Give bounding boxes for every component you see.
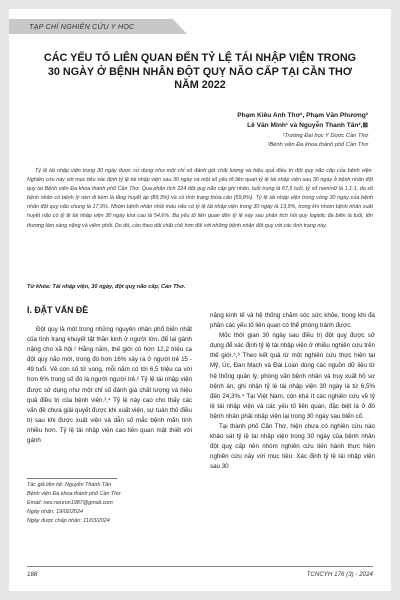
footer-divider bbox=[27, 566, 373, 567]
paragraph: Tại thành phố Cần Thơ, hiện chưa có nghiên cứu nào khảo sát tỷ lệ tái nhập viện trong 30 ngày của bệnh nhân đột quỵ cấp nên nhóm nghiên cứu tiến hành thực hiện nghiên cứu này với mục tiêu: Xác định tỷ lệ tái nhập viện sau 30 bbox=[210, 423, 375, 471]
affiliation-2: ²Bệnh viện Đa khoa thành phố Cần Thơ bbox=[267, 142, 368, 148]
footnote-line: Ngày được chấp nhận: 11/03/2024 bbox=[27, 518, 110, 524]
paragraph: nặng kinh tế và hệ thống chăm sóc sức khỏe, trong khi đa phần các yếu tố liên quan có thể phòng tránh được. bbox=[210, 312, 375, 330]
journal-name: TẠP CHÍ NGHIÊN CỨU Y HỌC bbox=[29, 22, 135, 31]
abstract: Tỷ lệ tái nhập viện trong 30 ngày được sử dụng như một chỉ số đánh giá chất lượng và hiệu quả điều trị đột quỵ não cấp của bệnh viện. Nghiên cứu này với mục tiêu xác định tỷ lệ tái nhập viện sau 30 ngày và một số yếu tố liên quan tỷ lệ tái nhập viện sau 30 ngày ở bệnh nhân đột quỵ tại Bệnh viện Đa khoa thành phố Cần Thơ. Qua phân tích 224 đột quỵ não cấp ghi nhận, tuổi trung là 67,5 tuổi, tỷ số nam/nữ là 1,1:1, đa số bệnh nhân có bệnh lý nền đi kèm là tăng huyết áp (89,3%) và có tình trạng thừa cân (59,8%). Tỷ lệ tái nhập viện trong vòng 30 ngày của bệnh nhân đột quỵ não chung là 17,9%. Nhóm bệnh nhân nhồi máu não có tỷ lệ tái nhập viện trong 30 ngày là 13,9%, trong khi nhóm bệnh nhân xuất huyết não có tỷ lệ tái nhập viện 30 ngày khá cao là 54,6%. Ba yếu tố liên quan đến tỷ lệ này sau phân tích hồi quy logistic đa biến là tuổi, tổn thương làm sàng nặng và viêm phổi. Do đó, cần theo dõi chặt chẽ hơn đối với những bệnh nhân đột quỵ với các tình trạng này. bbox=[27, 168, 373, 229]
paragraph: Đột quỵ là một trong những nguyên nhân phổ biến nhất của tình trạng khuyết tật thần kinh ở người lớn, để lại gánh nặng cho xã hội.¹ Hằng năm, thế giới có hơn 12,2 triệu ca đột quỵ não mới, trong đó hơn 16% xảy ra ở người trẻ 15 - 49 tuổi. Về con số tử vong, mỗi năm có tới 6,5 triệu ca với hơn 6% trong số đó là người người trẻ.² Tỷ lệ tái nhập viện được sử dụng như một chỉ số đánh giá chất lượng và hiệu quả điều trị của bệnh viện.³,⁴ Tỷ lệ này cao cho thấy các vấn đề chưa giải quyết được khi xuất viện, sự tuân thủ điều trị sau khi được xuất viện và dẫn số mắc bệnh mãn tính nhiều hơn. Tỷ lệ tái nhập viện cao liên quan mật thiết với gánh bbox=[27, 326, 192, 445]
footnote-divider bbox=[27, 478, 117, 479]
section-title: I. ĐẶT VẤN ĐỀ bbox=[27, 305, 89, 315]
keywords: Từ khóa: Tái nhập viện, 30 ngày, đột quỵ não cấp, Cần Thơ. bbox=[27, 284, 186, 290]
footnote-line: Email: neo.neuron1987@gmail.com bbox=[27, 500, 113, 506]
journal-footer: TCNCYH 176 (3) - 2024 bbox=[306, 571, 373, 578]
right-column bbox=[210, 311, 375, 473]
left-column bbox=[27, 325, 192, 446]
authors bbox=[138, 111, 368, 131]
authors-line-2: Lê Văn Minh¹ và Nguyễn Thanh Tân²,⊠ bbox=[247, 122, 368, 129]
footnote-line: Bệnh viện Đa khoa thành phố Cần Thơ bbox=[27, 491, 121, 497]
paragraph: Mốc thời gian 30 ngày sau điều trị đột quỵ được sử dụng để xác định tỷ lệ tái nhập viện ở nhiều nghiên cứu trên thế giới.⁵,⁶ Theo kết quả từ một nghiên cứu thực hiện tại Mỹ, Úc, Đan Mạch và Đài Loan dùng các nguồn dữ liệu từ hệ thống quản lý, phòng vấn bệnh nhân và truy xuất hồ sơ bệnh án, ghi nhận tỷ lệ tái nhập viện 30 ngày là từ 6,5% đến 24,3%.⁴ Tại Việt Nam, còn khá ít các nghiên cứu về tỷ lệ tái nhập viện và các yếu tố liên quan, đặc biệt là ở đó bệnh nhân phải nhập viện lại trong 30 ngày sau biến cố. bbox=[210, 332, 375, 420]
authors-line-1: Phạm Kiều Anh Thơ¹, Phạm Văn Phương² bbox=[237, 112, 368, 119]
footnote-line: Tác giả liên hệ: Nguyễn Thanh Tân bbox=[27, 482, 112, 488]
footnote-line: Ngày nhận: 19/02/2024 bbox=[27, 509, 84, 515]
page-number: 188 bbox=[27, 571, 38, 578]
affiliation-1: ¹Trường Đại học Y Dược Cần Thơ bbox=[282, 133, 368, 139]
article-page bbox=[9, 9, 391, 591]
article-title: CÁC YẾU TỐ LIÊN QUAN ĐẾN TỶ LỆ TÁI NHẬP VIỆN TRONG 30 NGÀY Ở BỆNH NHÂN ĐỘT QUỴ NÃO CẤP TẠI CẦN THƠ NĂM 2022 bbox=[43, 52, 357, 92]
correspondence-footnote bbox=[27, 481, 192, 526]
